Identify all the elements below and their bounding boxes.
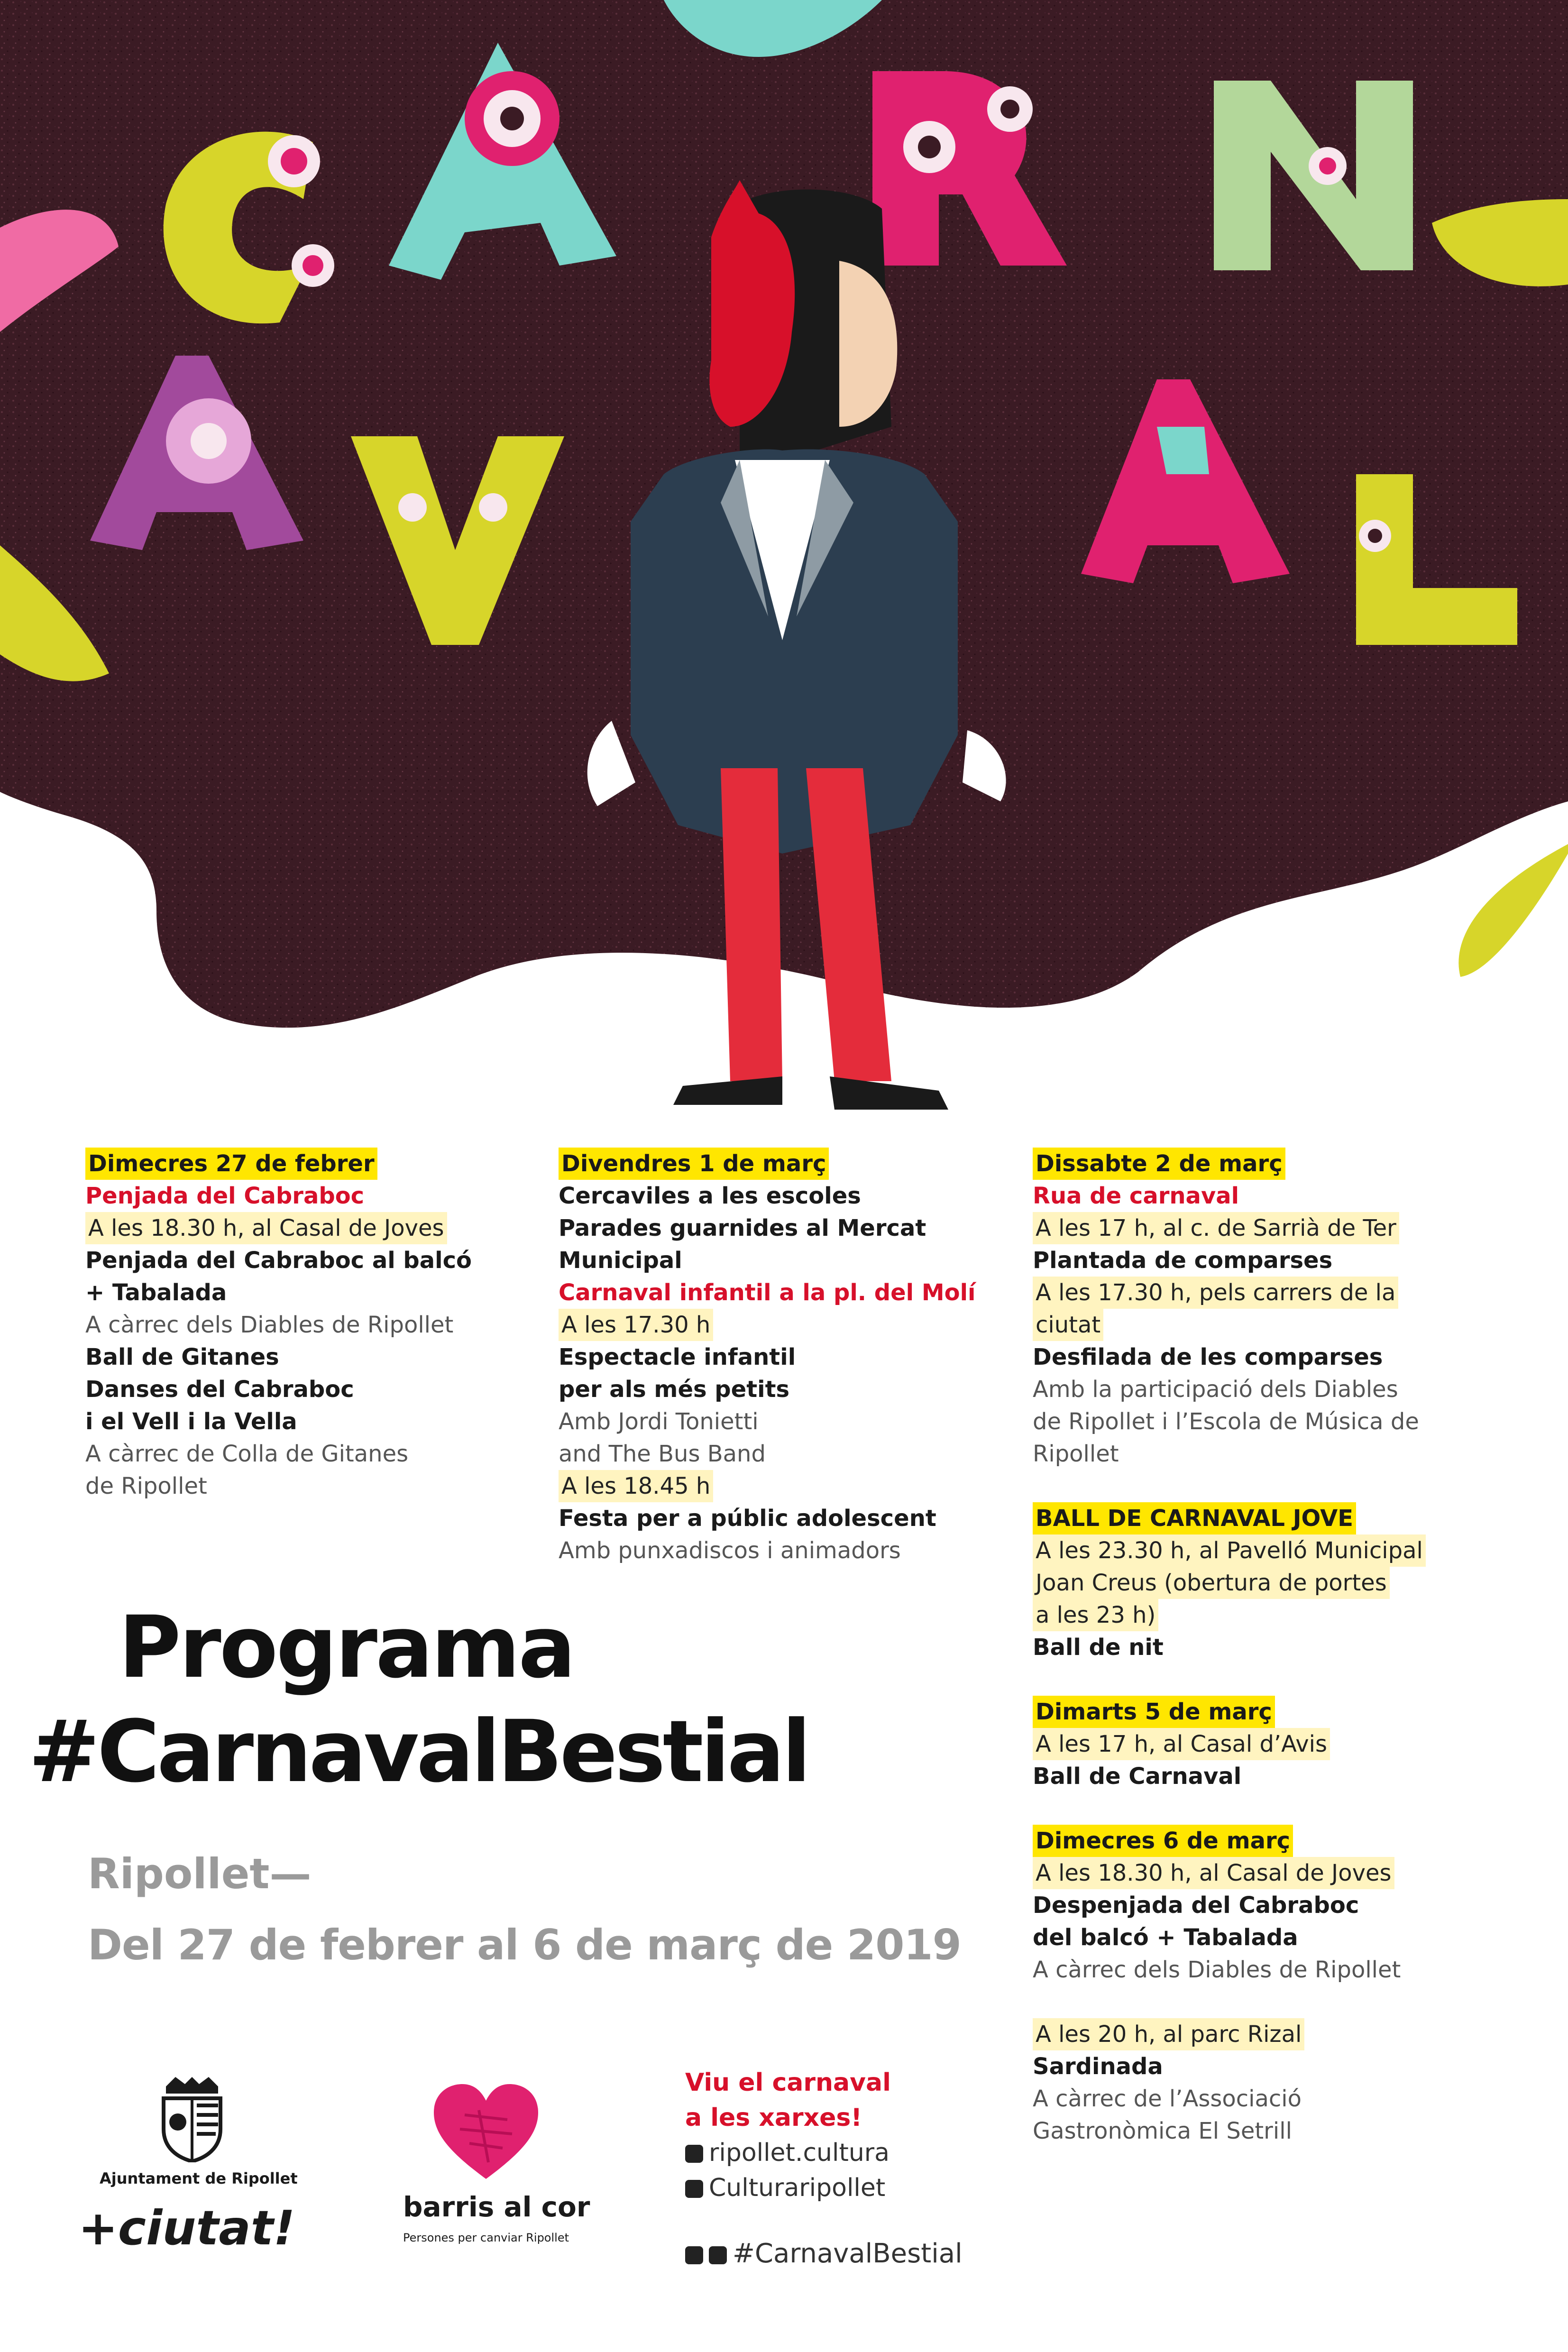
event-title: Ball de nit bbox=[1033, 1634, 1164, 1661]
event-title: Cercaviles a les escoles bbox=[559, 1183, 861, 1209]
event-organizer: A càrrec dels Diables de Ripollet bbox=[1033, 1957, 1401, 1983]
date-heading: Dimarts 5 de març bbox=[1033, 1696, 1275, 1728]
event-time: A les 17 h, al Casal d’Avis bbox=[1033, 1728, 1330, 1760]
event-title: Parades guarnides al Mercat bbox=[559, 1215, 926, 1241]
spacer bbox=[1033, 1470, 1507, 1502]
ajuntament-label: Ajuntament de Ripollet bbox=[100, 2169, 298, 2187]
event-organizer: Amb la participació dels Diables bbox=[1033, 1376, 1398, 1403]
city-label: Ripollet— bbox=[88, 1849, 312, 1898]
event-title: i el Vell i la Vella bbox=[85, 1408, 297, 1435]
event-title: + Tabalada bbox=[85, 1279, 227, 1306]
facebook-link[interactable] bbox=[685, 2135, 891, 2170]
event-title: Municipal bbox=[559, 1247, 682, 1274]
event-time: ciutat bbox=[1033, 1309, 1103, 1341]
event-title: Espectacle infantil bbox=[559, 1344, 796, 1370]
barris-logo: barris al cor bbox=[403, 2191, 590, 2223]
event-title: Danses del Cabraboc bbox=[85, 1376, 354, 1403]
spacer bbox=[1033, 1663, 1507, 1696]
event-name: Carnaval infantil a la pl. del Molí bbox=[559, 1279, 976, 1306]
event-title: per als més petits bbox=[559, 1376, 790, 1403]
program-title: Programa bbox=[119, 1598, 574, 1697]
event-organizer: and The Bus Band bbox=[559, 1441, 766, 1467]
program-column-friday bbox=[559, 1148, 1033, 1567]
event-organizer: de Ripollet bbox=[85, 1473, 207, 1499]
trousers bbox=[721, 768, 782, 1081]
date-heading: Dimecres 27 de febrer bbox=[85, 1148, 377, 1180]
date-heading: Dimecres 6 de març bbox=[1033, 1825, 1293, 1857]
event-organizer: Ripollet bbox=[1033, 1441, 1119, 1467]
barris-tagline: Persones per canviar Ripollet bbox=[403, 2231, 569, 2244]
event-time: a les 23 h) bbox=[1033, 1599, 1158, 1631]
event-title: Despenjada del Cabraboc bbox=[1033, 1892, 1359, 1919]
event-organizer: Amb punxadiscos i animadors bbox=[559, 1537, 901, 1564]
date-heading: BALL DE CARNAVAL JOVE bbox=[1033, 1502, 1356, 1534]
twitter-handle: Culturaripollet bbox=[709, 2174, 886, 2202]
carnival-illustration bbox=[0, 0, 1568, 1171]
twitter-icon bbox=[709, 2246, 727, 2264]
heart-icon bbox=[431, 2082, 541, 2181]
program-column-wednesday bbox=[85, 1148, 559, 1502]
date-heading: Divendres 1 de març bbox=[559, 1148, 829, 1180]
spacer bbox=[1033, 1792, 1507, 1825]
event-time: A les 17.30 h bbox=[559, 1309, 713, 1341]
event-organizer: Amb Jordi Tonietti bbox=[559, 1408, 759, 1435]
date-range: Del 27 de febrer al 6 de març de 2019 bbox=[88, 1920, 961, 1969]
event-title: Desfilada de les comparses bbox=[1033, 1344, 1383, 1370]
event-title: Festa per a públic adolescent bbox=[559, 1505, 936, 1532]
event-time: A les 17.30 h, pels carrers de la bbox=[1033, 1277, 1398, 1309]
facebook-handle: ripollet.cultura bbox=[709, 2139, 890, 2167]
event-time: A les 20 h, al parc Rizal bbox=[1033, 2018, 1304, 2050]
spacer bbox=[1033, 1986, 1507, 2018]
event-name: Penjada del Cabraboc bbox=[85, 1183, 365, 1209]
event-time: Joan Creus (obertura de portes bbox=[1033, 1567, 1390, 1599]
event-time: A les 23.30 h, al Pavelló Municipal bbox=[1033, 1534, 1426, 1567]
event-name: Rua de carnaval bbox=[1033, 1183, 1239, 1209]
social-call: a les xarxes! bbox=[685, 2104, 862, 2132]
instagram-icon bbox=[685, 2246, 703, 2264]
hashtag-link[interactable] bbox=[685, 2238, 963, 2269]
event-time: A les 18.45 h bbox=[559, 1470, 713, 1502]
date-heading: Dissabte 2 de març bbox=[1033, 1148, 1285, 1180]
event-title: Plantada de comparses bbox=[1033, 1247, 1333, 1274]
event-time: A les 18.30 h, al Casal de Joves bbox=[1033, 1857, 1394, 1889]
facebook-icon bbox=[685, 2145, 703, 2163]
shoes bbox=[673, 1076, 782, 1105]
twitter-icon bbox=[685, 2180, 703, 2198]
event-organizer: A càrrec dels Diables de Ripollet bbox=[85, 1312, 454, 1338]
program-column-saturday bbox=[1033, 1148, 1507, 2147]
event-title: Penjada del Cabraboc al balcó bbox=[85, 1247, 472, 1274]
event-organizer: de Ripollet i l’Escola de Música de bbox=[1033, 1408, 1419, 1435]
event-title: Sardinada bbox=[1033, 2053, 1163, 2080]
event-title: Ball de Gitanes bbox=[85, 1344, 279, 1370]
ciutat-logo: +ciutat! bbox=[78, 2200, 295, 2256]
event-organizer: A càrrec de Colla de Gitanes bbox=[85, 1441, 409, 1467]
event-organizer: Gastronòmica El Setrill bbox=[1033, 2118, 1292, 2144]
event-organizer: A càrrec de l’Associació bbox=[1033, 2086, 1302, 2112]
yellow-horn-right-bottom bbox=[1458, 844, 1568, 977]
hashtag-text: #CarnavalBestial bbox=[733, 2238, 963, 2269]
event-time: A les 17 h, al c. de Sarrià de Ter bbox=[1033, 1212, 1399, 1244]
event-time: A les 18.30 h, al Casal de Joves bbox=[85, 1212, 447, 1244]
hashtag-title: #CarnavalBestial bbox=[28, 1702, 808, 1801]
ripollet-coat-of-arms-icon bbox=[152, 2077, 232, 2162]
event-title: del balcó + Tabalada bbox=[1033, 1924, 1298, 1951]
social-call: Viu el carnaval bbox=[685, 2068, 891, 2097]
event-title: Ball de Carnaval bbox=[1033, 1763, 1242, 1790]
social-links bbox=[685, 2065, 891, 2205]
twitter-link[interactable] bbox=[685, 2170, 891, 2205]
